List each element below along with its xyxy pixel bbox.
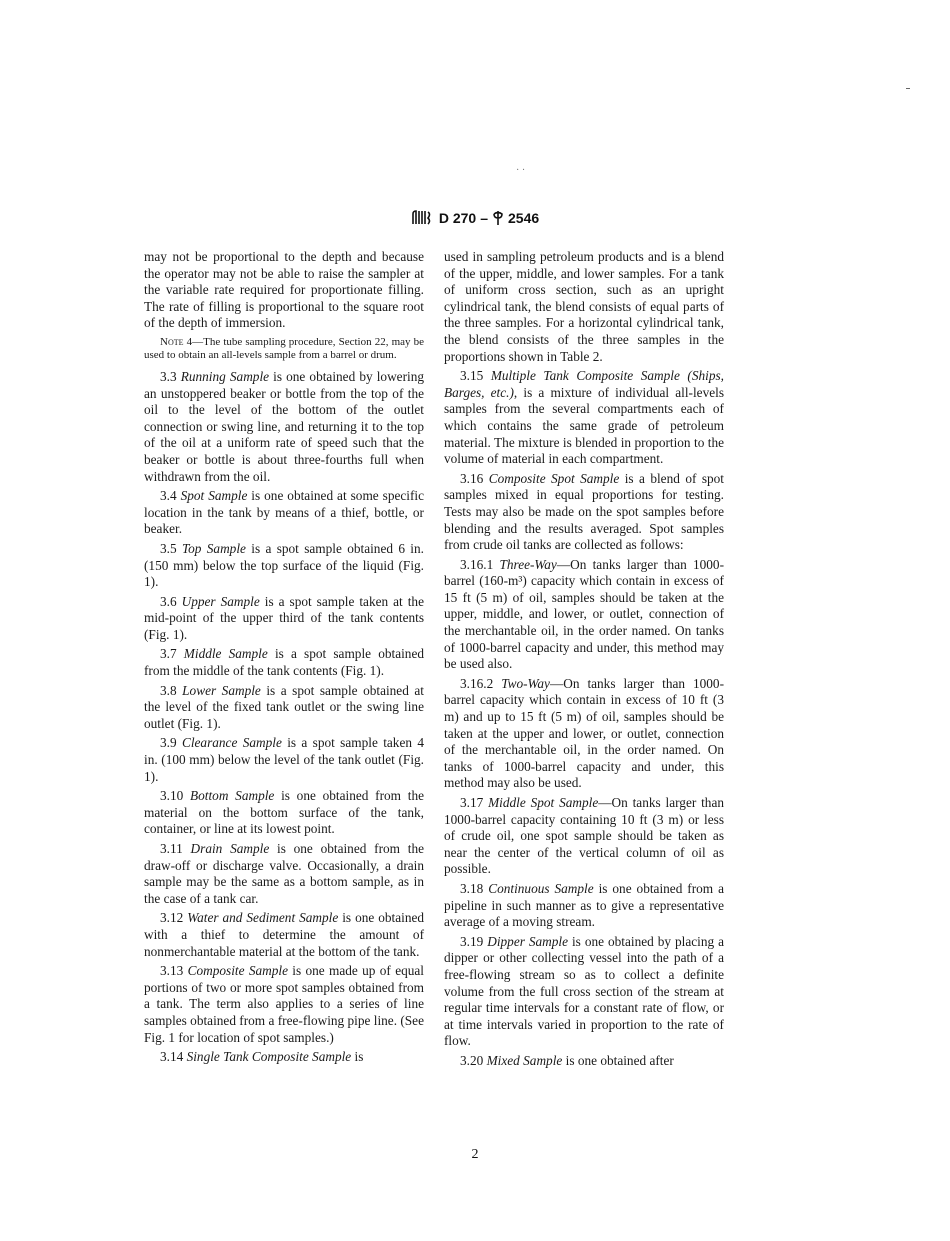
definition-3-19: 3.19 Dipper Sample is one obtained by placing a dipper or other collecting vessel into the path of a free-flowing stream so as to collect a definite volume from the full cross section of the stream at regular time intervals for a constant rate of flow, or at time intervals varied in proportion to the rate of flow. (444, 933, 724, 1049)
definition-3-10: 3.10 Bottom Sample is one obtained from the material on the bottom surface of the tank, container, or line at its lowest point. (144, 788, 424, 837)
definition-3-8: 3.8 Lower Sample is a spot sample obtained at the level of the fixed tank outlet or the swing line outlet (Fig. 1). (144, 682, 424, 731)
definition-3-17: 3.17 Middle Spot Sample—On tanks larger than 1000-barrel capacity containing 10 ft (3 m) or less of crude oil, one spot sample should be taken as near the center of the vertical column of oil as possible. (444, 795, 725, 877)
definition-3-16: 3.16 Composite Spot Sample is a blend of spot samples mixed in equal proportions for testing. Tests may also be made on the spot samples before blending and the results averaged. Spot samples from crude oil tanks are collected as follows: (444, 470, 724, 553)
definition-3-12: 3.12 Water and Sediment Sample is one obtained with a thief to determine the amount of nonmerchantable material at the bottom of the tank. (144, 910, 425, 959)
standard-designation: D 270 (438, 210, 477, 226)
ip-symbol-icon (492, 210, 504, 226)
page-header (0, 210, 950, 226)
astm-logo-icon (411, 210, 433, 226)
definition-3-6: 3.6 Upper Sample is a spot sample taken at the mid-point of the upper third of the tank contents (Fig. 1). (144, 593, 424, 642)
paragraph: may not be proportional to the depth and because the operator may not be able to raise the sampler at the variable rate required for proportionate filling. The rate of filling is proportional to the square root of the depth of immersion. (144, 249, 424, 331)
definition-3-9: 3.9 Clearance Sample is a spot sample taken 4 in. (100 mm) below the level of the tank outlet (Fig. 1). (144, 735, 424, 784)
left-text-column (144, 249, 424, 1069)
definition-3-13: 3.13 Composite Sample is one made up of equal portions of two or more spot samples obtained from a tank. The term also applies to a series of line samples obtained from a free-flowing pipe line. (See Fig. 1 for location of spot samples.) (144, 963, 424, 1045)
definition-3-16-2: 3.16.2 Two-Way—On tanks larger than 1000-barrel capacity which contain in excess of 10 ft (3 m) and up to 15 ft (5 m) of oil, samples should be taken at the upper and lower, or outlet, connection of the merchantable oil, in the order named. On tanks of 1000-barrel capacity and under, this method may also be used. (444, 675, 724, 791)
definition-3-14: 3.14 Single Tank Composite Sample is (160, 1049, 364, 1065)
scan-specks: · · (516, 165, 526, 176)
definition-3-7: 3.7 Middle Sample is a spot sample obtained from the middle of the tank contents (Fig. 1). (144, 646, 424, 679)
paragraph: used in sampling petroleum products and is a blend of the upper, middle, and lower samples. For a tank of uniform cross section, such as an upright cylindrical tank, the blend consists of equal parts of the three samples. For a horizontal cylindrical tank, the blend consists of the three samples in the proportions shown in Table 2. (444, 249, 724, 364)
header-separator: – (480, 210, 488, 226)
definition-3-11: 3.11 Drain Sample is one obtained from the draw-off or discharge valve. Occasionally, a drain sample may be the same as a bottom sample, as in the case of a tank car. (144, 841, 424, 906)
definition-3-20: 3.20 Mixed Sample is one obtained after (460, 1052, 674, 1068)
note-paragraph: Note 4—The tube sampling procedure, Section 22, may be used to obtain an all-levels sample from a barrel or drum. (144, 335, 424, 362)
definition-3-18: 3.18 Continuous Sample is one obtained from a pipeline in such manner as to give a representative average of a moving stream. (444, 880, 724, 930)
definition-3-4: 3.4 Spot Sample is one obtained at some specific location in the tank by means of a thief, bottle, or beaker. (144, 488, 424, 537)
scan-mark (906, 88, 910, 89)
definition-3-5: 3.5 Top Sample is a spot sample obtained 6 in. (150 mm) below the top surface of the liquid (Fig. 1). (144, 540, 424, 590)
definition-3-3: 3.3 Running Sample is one obtained by lowering an unstoppered beaker or bottle from the top of the oil to the level of the bottom of the outlet connection or swing line, and returning it to the top of the oil at a uniform rate of speed such that the beaker or bottle is about three-fourths full when withdrawn from the oil. (144, 368, 424, 484)
page-number: 2 (471, 1147, 479, 1162)
right-text-column (444, 249, 724, 1073)
definition-3-16-1: 3.16.1 Three-Way—On tanks larger than 1000-barrel (160-m³) capacity which contain in excess of 15 ft (5 m) of oil, samples should be taken at the upper, middle, and lower, or outlet, connection of the merchantable oil, in the order named. On tanks of 1000-barrel capacity and under, this method may be used also. (444, 556, 724, 672)
definition-3-15: 3.15 Multiple Tank Composite Sample (Ships, Barges, etc.), is a mixture of individual all-levels samples from the several compartments each of which contains the same grade of petroleum material. The mixture is blended in proportion to the volume of material in each compartment. (444, 368, 724, 467)
ip-number: 2546 (508, 210, 540, 226)
